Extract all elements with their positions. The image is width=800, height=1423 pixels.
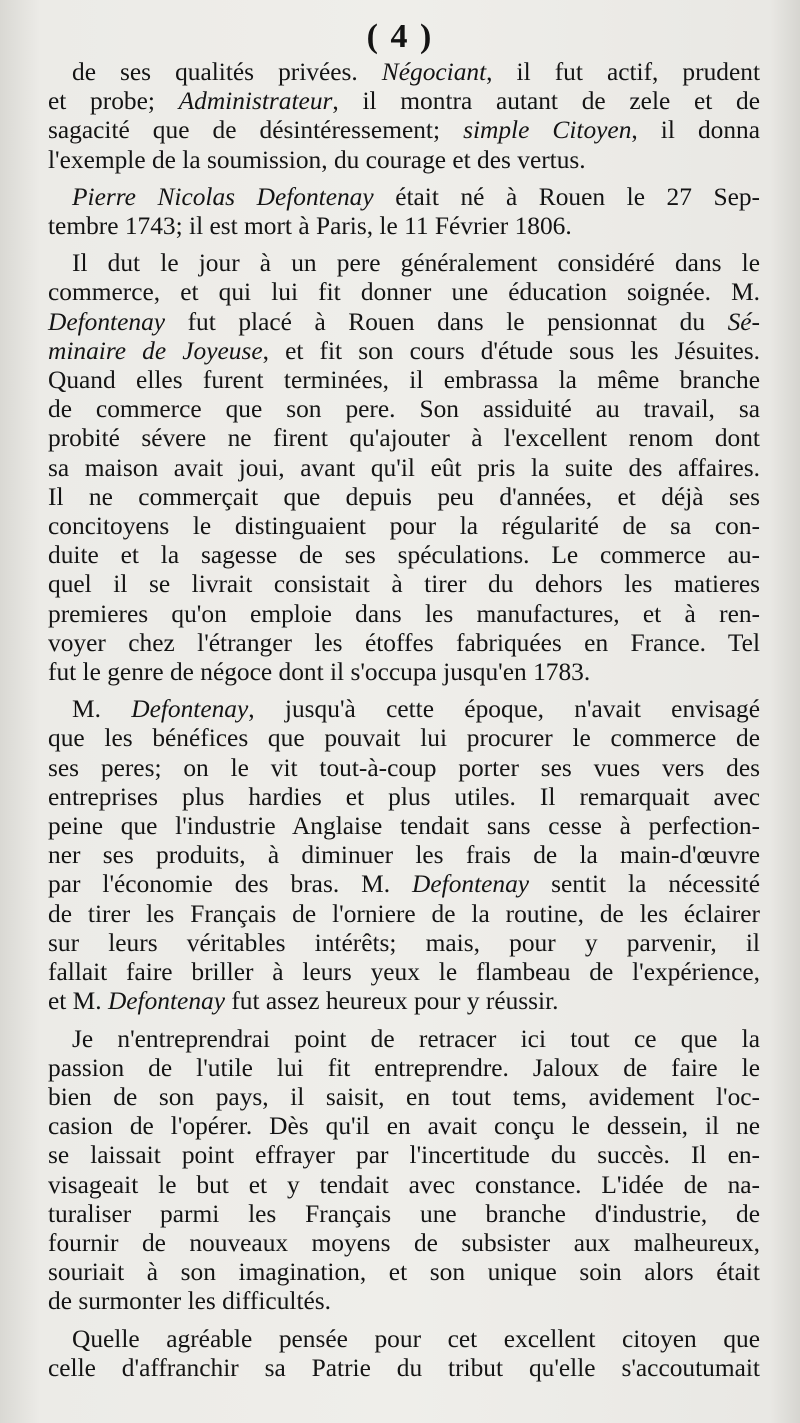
text-line bbox=[48, 1083, 760, 1112]
text-line bbox=[48, 1054, 760, 1083]
text-line bbox=[48, 58, 760, 87]
text-run: premieres qu'on emploie dans les manufactures, et à ren- bbox=[48, 599, 760, 628]
text-run: et M. bbox=[48, 987, 108, 1016]
text-run: de surmonter les difficultés. bbox=[48, 1287, 331, 1316]
paragraph bbox=[48, 695, 760, 1016]
text-line bbox=[48, 1325, 760, 1354]
text-run: ses peres; on le vit tout-à-coup porter ses vues vers des bbox=[48, 753, 760, 782]
text-run: , il montra autant de zele et de bbox=[332, 87, 760, 116]
text-run: sentit la nécessité bbox=[529, 870, 760, 899]
text-run: tembre 1743; il est mort à Paris, le 11 Février 1806. bbox=[48, 212, 572, 241]
paragraph bbox=[48, 183, 760, 241]
text-line bbox=[48, 1354, 760, 1383]
text-run: bien de son pays, il saisit, en tout tems, avidement l'oc- bbox=[48, 1082, 760, 1111]
text-run: de commerce que son pere. Son assiduité au travail, sa bbox=[48, 395, 760, 424]
text-run: de ses qualités privées. bbox=[72, 58, 382, 86]
text-line bbox=[48, 454, 760, 483]
page-number: ( 4 ) bbox=[366, 18, 434, 55]
text-line bbox=[48, 1025, 760, 1054]
text-run: Il ne commerçait que depuis peu d'années, et déjà ses bbox=[48, 482, 760, 511]
text-run: M. bbox=[72, 695, 132, 724]
text-line bbox=[48, 1200, 760, 1229]
text-run: passion de l'utile lui fit entreprendre. Jaloux de faire le bbox=[48, 1053, 760, 1082]
text-run: ner ses produits, à diminuer les frais de la main-d'œuvre bbox=[48, 841, 760, 870]
text-run: turaliser parmi les Français une branche d'industrie, de bbox=[48, 1199, 760, 1228]
text-run: probité sévere ne firent qu'ajouter à l'excellent renom dont bbox=[48, 424, 760, 453]
text-line bbox=[48, 541, 760, 570]
text-line bbox=[48, 870, 760, 899]
paragraph bbox=[48, 58, 760, 175]
text-run: que les bénéfices que pouvait lui procurer le commerce de bbox=[48, 724, 760, 753]
text-run: Je n'entreprendrai point de retracer ici tout ce que la bbox=[72, 1024, 760, 1053]
text-run: fut assez heureux pour y réussir. bbox=[225, 987, 559, 1016]
italic-run: simple Citoyen bbox=[463, 116, 632, 145]
text-run: sa maison avait joui, avant qu'il eût pris la suite des affaires. bbox=[48, 453, 760, 482]
text-run: l'exemple de la soumission, du courage et des vertus. bbox=[48, 145, 586, 174]
paragraph bbox=[48, 1325, 760, 1383]
text-line bbox=[48, 1229, 760, 1258]
text-run: par l'économie des bras. M. bbox=[48, 870, 413, 899]
text-line bbox=[48, 724, 760, 753]
text-run: casion de l'opérer. Dès qu'il en avait conçu le dessein, il ne bbox=[48, 1112, 760, 1141]
text-run: , il donna bbox=[631, 116, 760, 145]
text-line bbox=[48, 183, 760, 212]
text-run: , et fit son cours d'étude sous les Jésuites. bbox=[262, 336, 761, 365]
text-run: fallait faire briller à leurs yeux le flambeau de l'expérience, bbox=[48, 958, 760, 987]
paragraph-gap bbox=[48, 1017, 760, 1025]
text-run: sagacité que de désintéressement; bbox=[48, 116, 464, 145]
text-line bbox=[48, 278, 760, 307]
italic-run: Négociant bbox=[381, 58, 487, 86]
italic-run: Administrateur bbox=[178, 87, 333, 116]
text-line bbox=[48, 629, 760, 658]
text-line bbox=[48, 900, 760, 929]
text-run: se laissait point effrayer par l'incertitude du succès. Il en- bbox=[48, 1141, 760, 1170]
text-line bbox=[48, 1287, 760, 1316]
italic-run: Defontenay bbox=[48, 307, 166, 336]
text-line bbox=[48, 812, 760, 841]
text-line bbox=[48, 841, 760, 870]
text-run: Quand elles furent terminées, il embrassa la même branche bbox=[48, 366, 760, 395]
text-line bbox=[48, 366, 760, 395]
text-run: fut le genre de négoce dont il s'occupa jusqu'en 1783. bbox=[48, 658, 591, 687]
italic-run: Defontenay bbox=[107, 987, 225, 1016]
italic-run: Pierre Nicolas Defontenay bbox=[72, 182, 374, 211]
paragraph-gap bbox=[48, 241, 760, 249]
text-run: souriait à son imagination, et son unique soin alors était bbox=[48, 1258, 760, 1287]
text-run: sur leurs véritables intérêts; mais, pour y parvenir, il bbox=[48, 928, 760, 957]
text-run: duite et la sagesse de ses spéculations. Le commerce au- bbox=[48, 541, 760, 570]
text-line bbox=[48, 600, 760, 629]
text-line bbox=[48, 1171, 760, 1200]
text-line bbox=[48, 146, 760, 175]
text-run: quel il se livrait consistait à tirer du dehors les matieres bbox=[48, 570, 760, 599]
italic-run: Defontenay bbox=[412, 870, 530, 899]
text-run: , il fut actif, prudent bbox=[486, 58, 760, 86]
text-line bbox=[48, 337, 760, 366]
text-line bbox=[48, 695, 760, 724]
text-line bbox=[48, 212, 760, 241]
paragraph-gap bbox=[48, 1317, 760, 1325]
text-line bbox=[48, 783, 760, 812]
text-run: peine que l'industrie Anglaise tendait sans cesse à perfection- bbox=[48, 812, 760, 841]
italic-run: Sé- bbox=[727, 307, 760, 336]
text-line bbox=[48, 424, 760, 453]
text-line bbox=[48, 570, 760, 599]
text-line bbox=[48, 512, 760, 541]
text-run: voyer chez l'étranger les étoffes fabriquées en France. Tel bbox=[48, 628, 760, 657]
text-run: concitoyens le distinguaient pour la régularité de sa con- bbox=[48, 512, 760, 541]
paragraph bbox=[48, 249, 760, 687]
text-line bbox=[48, 929, 760, 958]
text-line bbox=[48, 987, 760, 1016]
italic-run: minaire de Joyeuse bbox=[48, 336, 263, 365]
text-run: commerce, et qui lui fit donner une éducation soignée. M. bbox=[48, 278, 760, 307]
text-line bbox=[48, 658, 760, 687]
paragraph-gap bbox=[48, 687, 760, 695]
text-line bbox=[48, 1112, 760, 1141]
text-run: , jusqu'à cette époque, n'avait envisagé bbox=[248, 695, 761, 724]
text-run: entreprises plus hardies et plus utiles. Il remarquait avec bbox=[48, 782, 760, 811]
text-run: Il dut le jour à un pere généralement considéré dans le bbox=[72, 249, 760, 278]
text-run: et probe; bbox=[48, 87, 179, 116]
text-run: fournir de nouveaux moyens de subsister aux malheureux, bbox=[48, 1228, 760, 1257]
italic-run: Defontenay bbox=[131, 695, 249, 724]
text-line bbox=[48, 958, 760, 987]
text-line bbox=[48, 249, 760, 278]
paragraph bbox=[48, 1025, 760, 1317]
text-line bbox=[48, 116, 760, 145]
text-line bbox=[48, 395, 760, 424]
text-run: Quelle agréable pensée pour cet excellent citoyen que bbox=[72, 1324, 760, 1353]
text-run: celle d'affranchir sa Patrie du tribut qu'elle s'accoutumait bbox=[48, 1353, 760, 1382]
text-line bbox=[48, 87, 760, 116]
text-run: visageait le but et y tendait avec constance. L'idée de na- bbox=[48, 1170, 760, 1199]
text-line bbox=[48, 754, 760, 783]
paragraph-gap bbox=[48, 175, 760, 183]
body-text bbox=[48, 58, 760, 1383]
text-line bbox=[48, 1141, 760, 1170]
text-line bbox=[48, 1258, 760, 1287]
text-line bbox=[48, 308, 760, 337]
text-run: était né à Rouen le 27 Sep- bbox=[373, 182, 760, 211]
text-run: fut placé à Rouen dans le pensionnat du bbox=[165, 307, 728, 336]
text-run: de tirer les Français de l'orniere de la routine, de les éclairer bbox=[48, 899, 760, 928]
text-line bbox=[48, 483, 760, 512]
